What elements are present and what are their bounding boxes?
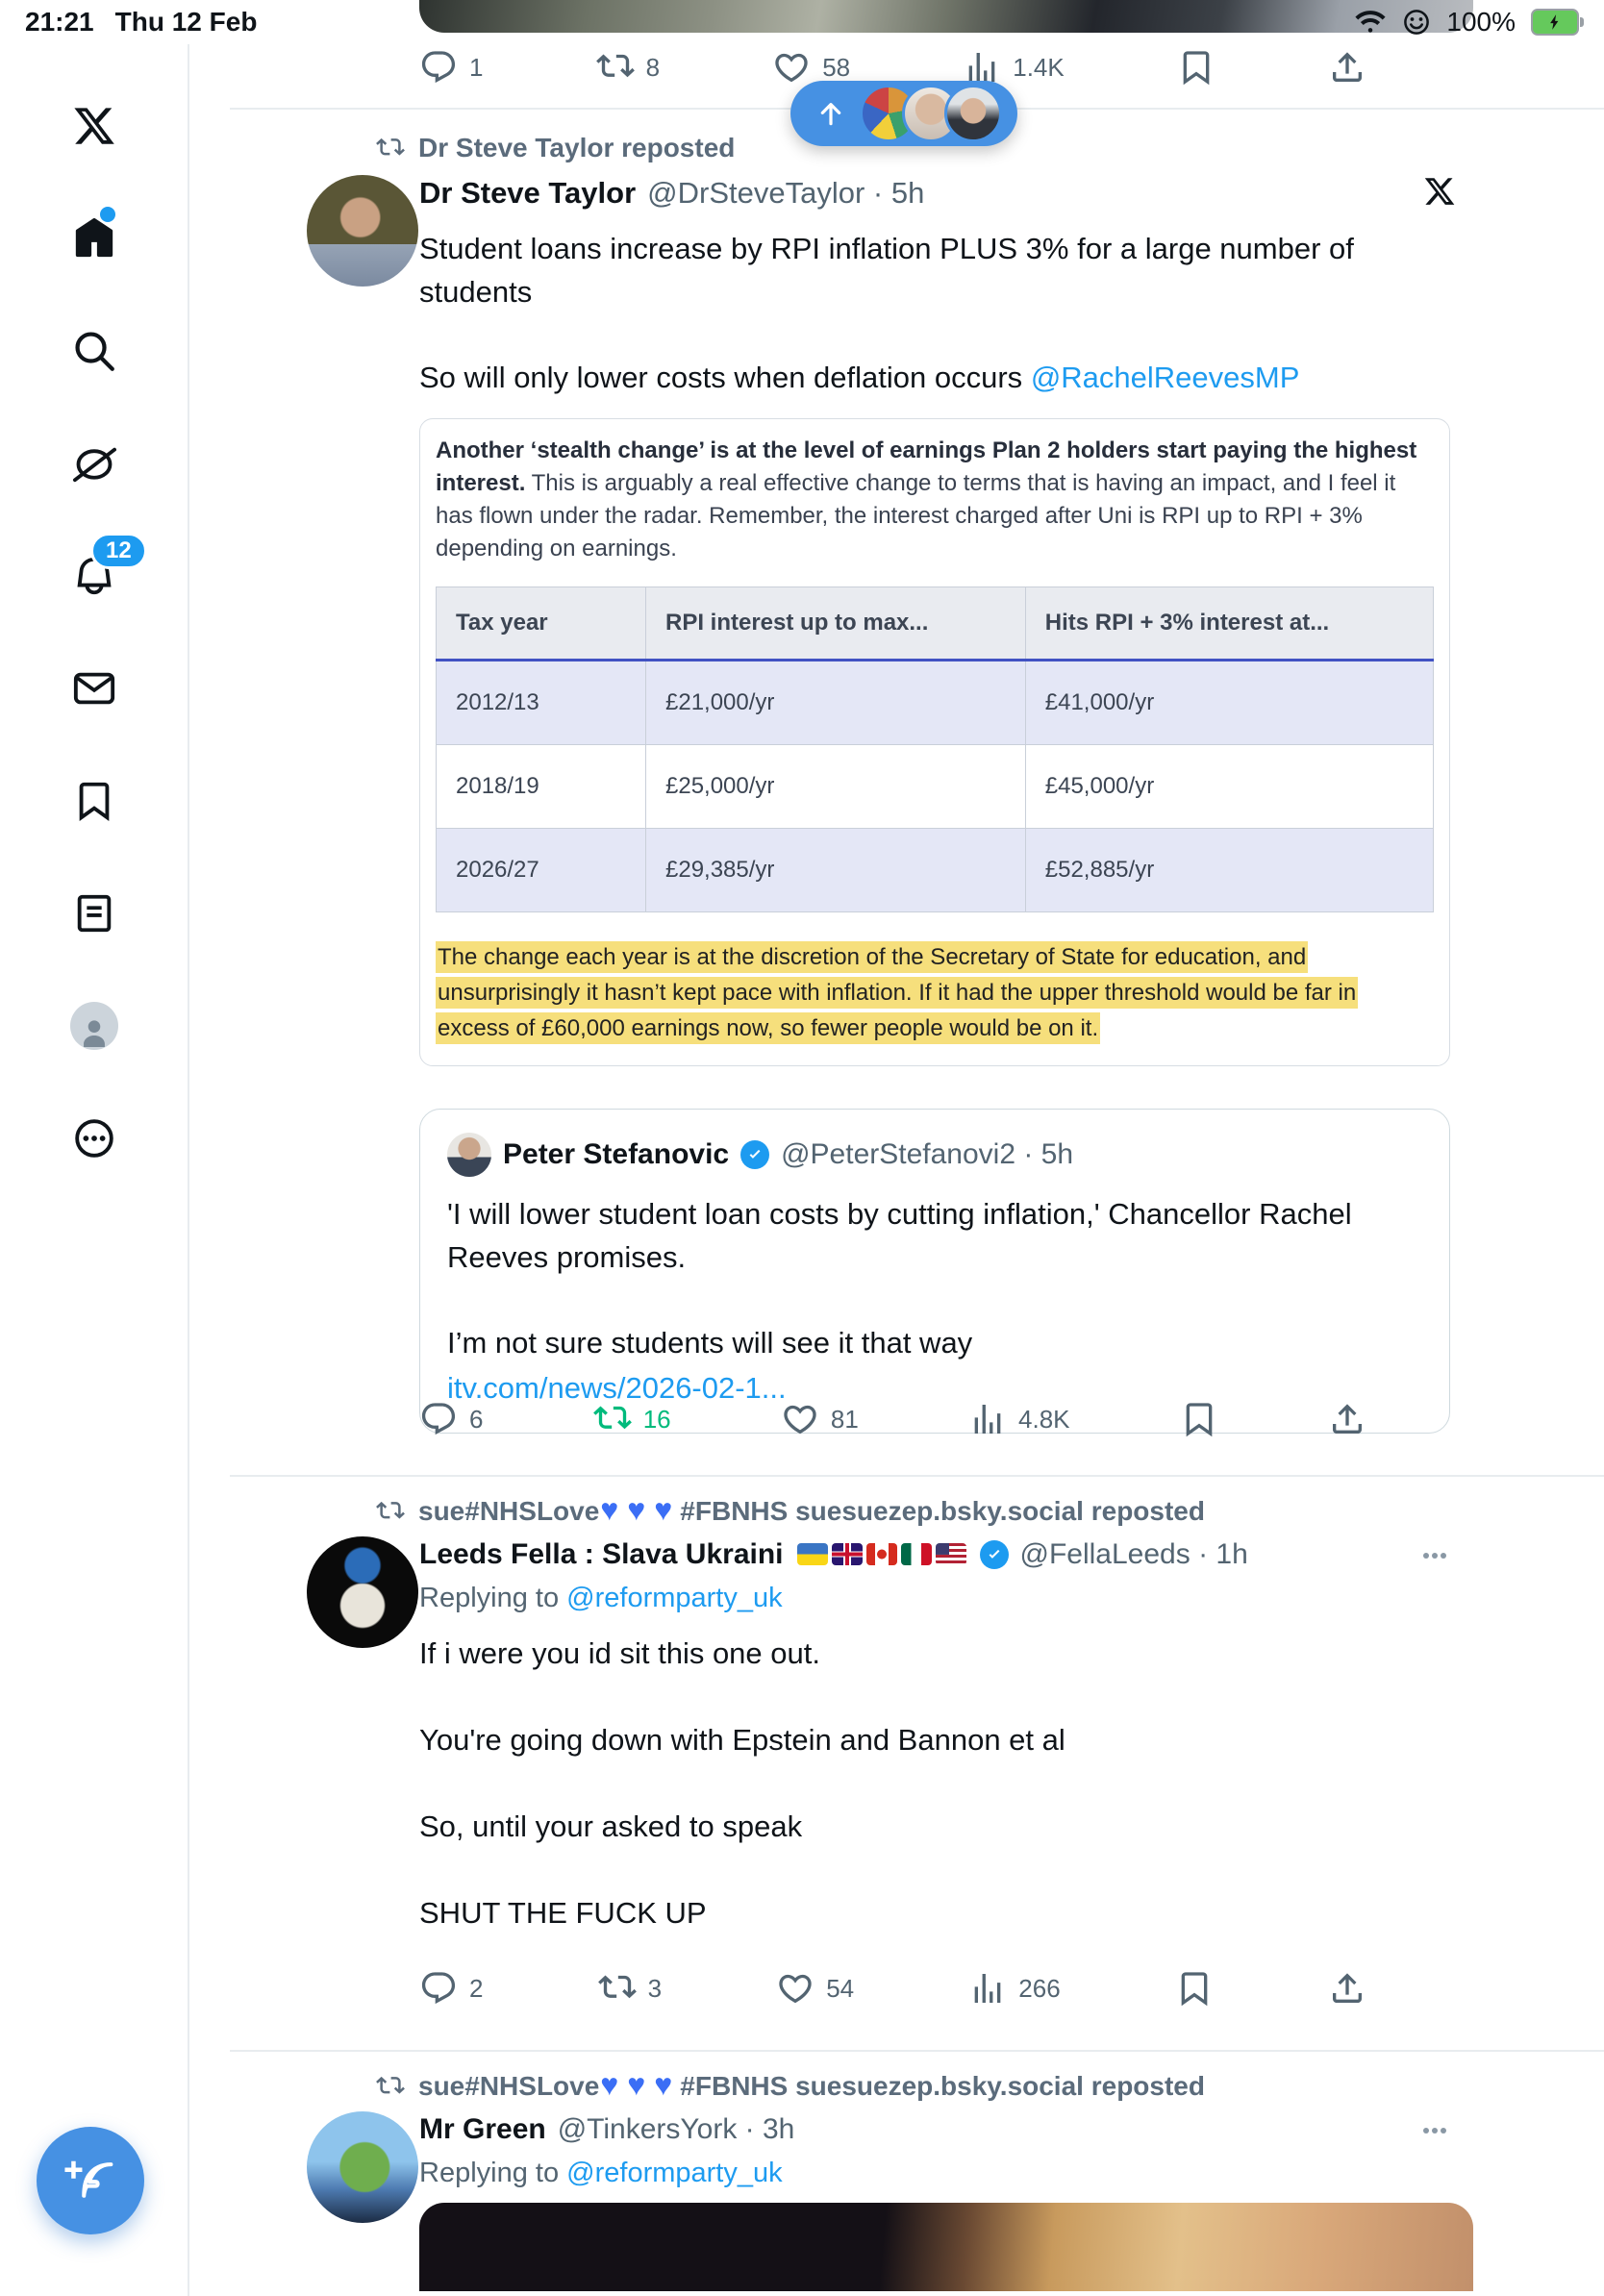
quoted-tweet[interactable] xyxy=(419,1109,1450,1434)
like-action[interactable] xyxy=(776,1969,854,2008)
new-posts-avatars xyxy=(860,85,1002,142)
battery-charging-icon xyxy=(1531,9,1579,36)
bookmark-action[interactable] xyxy=(1175,1969,1214,2008)
heart-icon xyxy=(776,1969,815,2008)
repost-icon xyxy=(376,134,405,162)
bookmark-icon xyxy=(1180,1400,1218,1438)
share-action[interactable] xyxy=(1328,1969,1366,2008)
reposted-by-label: Dr Steve Taylor reposted xyxy=(418,133,736,162)
tweet-text: SHUT THE FUCK UP xyxy=(419,1896,707,1930)
reposted-by-label: sue#NHSLove ♥ ♥ ♥ #FBNHS suesuezep.bsky.social reposted xyxy=(418,1496,1205,1527)
author-handle-time[interactable]: @TinkersYork · 3h xyxy=(557,2113,795,2145)
tweet xyxy=(419,1535,1473,1978)
verified-badge-icon xyxy=(740,1140,769,1169)
wifi-icon xyxy=(1354,6,1387,38)
tweet xyxy=(419,2109,1473,2291)
blue-heart-icon xyxy=(654,2075,679,2098)
x-logo-icon[interactable] xyxy=(1423,175,1456,208)
clock-date: Thu 12 Feb xyxy=(114,7,258,37)
more-circle-icon xyxy=(72,1116,116,1160)
share-action[interactable] xyxy=(1328,48,1366,87)
reply-icon xyxy=(419,1400,458,1438)
mention-link[interactable]: @reformparty_uk xyxy=(566,2158,783,2188)
repost-action[interactable] xyxy=(593,1400,671,1438)
heart-icon xyxy=(781,1400,819,1438)
uk-flag-icon xyxy=(832,1543,863,1565)
tweet-divider xyxy=(230,1475,1604,1477)
views-icon xyxy=(968,1400,1007,1438)
compose-button[interactable] xyxy=(37,2127,144,2234)
table-cell: £21,000/yr xyxy=(646,661,1026,745)
table-cell: 2018/19 xyxy=(437,745,646,829)
x-logo-icon xyxy=(72,104,116,148)
avatar[interactable] xyxy=(307,2111,418,2223)
reply-action[interactable] xyxy=(419,1969,483,2008)
tweet-text: Student loans increase by RPI inflation PLUS 3% for a large number of students xyxy=(419,232,1354,309)
scroll-to-top-pill[interactable] xyxy=(790,81,1017,146)
sidebar-item-messages[interactable] xyxy=(0,632,188,744)
more-options-icon[interactable] xyxy=(1417,2113,1452,2148)
blue-heart-icon xyxy=(600,2075,625,2098)
views-action[interactable] xyxy=(968,1400,1070,1438)
mention-link[interactable]: @RachelReevesMP xyxy=(1030,361,1300,394)
author-name[interactable]: Leeds Fella : Slava Ukraini xyxy=(419,1538,784,1570)
tweet-text: You're going down with Epstein and Bannon et al xyxy=(419,1723,1065,1757)
bookmark-icon xyxy=(1175,1969,1214,2008)
verified-badge-icon xyxy=(980,1540,1009,1569)
table-cell: 2012/13 xyxy=(437,661,646,745)
engagement-bar xyxy=(419,1392,1366,1446)
column-header: Tax year xyxy=(437,587,646,661)
author-handle-time[interactable]: @FellaLeeds · 1h xyxy=(1019,1538,1248,1570)
heart-icon xyxy=(772,48,811,87)
share-action[interactable] xyxy=(1328,1400,1366,1438)
repost-count: 3 xyxy=(647,1973,663,2003)
sidebar-item-profile[interactable] xyxy=(0,969,188,1082)
home-unread-dot xyxy=(100,207,115,222)
share-icon xyxy=(1328,1969,1366,2008)
sidebar-item-home[interactable] xyxy=(0,182,188,294)
profile-avatar-placeholder xyxy=(70,1002,118,1050)
sidebar-item-more[interactable] xyxy=(0,1082,188,1194)
sidebar-item-lists[interactable] xyxy=(0,857,188,969)
avatar[interactable] xyxy=(307,1536,418,1648)
table-cell: £41,000/yr xyxy=(1025,661,1433,745)
card-lead-bold: Another ‘stealth change’ is at the level of earnings Plan 2 holders start paying the highest interest. xyxy=(436,437,1417,496)
envelope-icon xyxy=(72,666,116,711)
table-header-row xyxy=(437,587,1434,661)
tweet-divider xyxy=(230,2050,1604,2052)
blue-heart-icon xyxy=(627,1500,652,1523)
repost-header[interactable] xyxy=(376,133,735,163)
reposted-by-label: sue#NHSLove ♥ ♥ ♥ #FBNHS suesuezep.bsky.social reposted xyxy=(418,2071,1205,2102)
views-icon xyxy=(968,1969,1007,2008)
bookmark-action[interactable] xyxy=(1177,48,1216,87)
reply-icon xyxy=(419,1969,458,2008)
like-action[interactable] xyxy=(781,1400,859,1438)
notifications-badge: 12 xyxy=(90,533,147,569)
views-count: 4.8K xyxy=(1018,1404,1070,1434)
tweet-text: If i were you id sit this one out. xyxy=(419,1636,820,1670)
sidebar-item-notifications[interactable] xyxy=(0,519,188,632)
engagement-bar xyxy=(419,1961,1366,2015)
highlighted-paragraph: The change each year is at the discretion of the Secretary of State for education, and unsurprisingly it hasn’t kept pace with inflation. If it had the upper threshold would be far in excess of £60,000 earnings now, so fewer people would be on it. xyxy=(436,939,1426,1046)
blue-heart-icon xyxy=(654,1500,679,1523)
table-row xyxy=(437,829,1434,912)
bookmark-action[interactable] xyxy=(1180,1400,1218,1438)
author-name: Peter Stefanovic xyxy=(503,1138,730,1170)
author-name[interactable]: Dr Steve Taylor xyxy=(419,176,637,210)
repost-icon xyxy=(598,1969,637,2008)
share-icon xyxy=(1328,1400,1366,1438)
search-icon xyxy=(72,329,116,373)
tweet-text: So, until your asked to speak xyxy=(419,1809,803,1843)
quoted-text: I’m not sure students will see it that way xyxy=(447,1326,973,1360)
repost-count: 16 xyxy=(642,1404,671,1434)
reply-icon xyxy=(419,48,458,87)
flag-icons xyxy=(795,1538,968,1571)
avatar xyxy=(944,85,1002,142)
repost-icon xyxy=(596,48,635,87)
blue-heart-icon xyxy=(600,1500,625,1523)
repost-icon xyxy=(376,2072,405,2101)
more-options-icon[interactable] xyxy=(1417,1538,1452,1573)
reply-action[interactable] xyxy=(419,48,483,87)
author-handle-time[interactable]: @DrSteveTaylor · 5h xyxy=(647,176,925,210)
sidebar xyxy=(0,44,189,2296)
mexico-flag-icon xyxy=(901,1543,932,1565)
replying-to: Replying to @reformparty_uk xyxy=(419,1583,783,1613)
timeline xyxy=(189,0,1604,2296)
emoji-face-icon xyxy=(1402,8,1431,37)
interest-table xyxy=(436,586,1434,912)
table-cell: £45,000/yr xyxy=(1025,745,1433,829)
table-cell: 2026/27 xyxy=(437,829,646,912)
reply-action[interactable] xyxy=(419,1400,483,1438)
share-icon xyxy=(1328,48,1366,87)
reply-count: 1 xyxy=(469,52,484,82)
sidebar-item-grok[interactable] xyxy=(0,407,188,519)
bookmark-icon xyxy=(1177,48,1216,87)
table-cell: £52,885/yr xyxy=(1025,829,1433,912)
tweet-photo[interactable] xyxy=(419,2203,1473,2291)
tweet xyxy=(419,173,1473,1434)
column-header: Hits RPI + 3% interest at... xyxy=(1025,587,1433,661)
avatar xyxy=(447,1133,491,1177)
person-icon xyxy=(77,1015,112,1050)
embedded-article-card[interactable] xyxy=(419,418,1450,1066)
mention-link[interactable]: @reformparty_uk xyxy=(566,1583,783,1613)
tweet-text: So will only lower costs when deflation occurs xyxy=(419,361,1023,394)
column-header: RPI interest up to max... xyxy=(646,587,1026,661)
reply-count: 2 xyxy=(469,1973,484,2003)
battery-percent: 100% xyxy=(1446,7,1516,37)
sidebar-item-bookmarks[interactable] xyxy=(0,744,188,857)
compose-feather-icon xyxy=(64,2155,116,2207)
like-count: 54 xyxy=(826,1973,855,2003)
usa-flag-icon xyxy=(936,1543,966,1565)
article-link[interactable]: itv.com/news/2026-02-1... xyxy=(447,1371,787,1405)
canada-flag-icon xyxy=(866,1543,897,1565)
table-row xyxy=(437,661,1434,745)
repost-action[interactable] xyxy=(596,48,660,87)
table-cell: £25,000/yr xyxy=(646,745,1026,829)
lists-icon xyxy=(72,891,116,936)
ukraine-flag-icon xyxy=(797,1543,828,1565)
card-lead-rest: This is arguably a real effective change to terms that is having an impact, and I feel it has flown under the radar. Remember, the interest charged after Uni is RPI up to RPI + 3% depending on earnings. xyxy=(436,470,1396,562)
up-arrow-icon xyxy=(815,98,846,129)
repost-action[interactable] xyxy=(598,1969,662,2008)
quoted-text: 'I will lower student loan costs by cutting inflation,' Chancellor Rachel Reeves promises. xyxy=(447,1197,1352,1274)
views-action[interactable] xyxy=(968,1969,1060,2008)
repost-header[interactable] xyxy=(376,1496,1205,1527)
clock-time: 21:21 xyxy=(25,7,94,37)
avatar[interactable] xyxy=(307,175,418,287)
views-count: 266 xyxy=(1018,1973,1061,2003)
home-icon xyxy=(72,216,116,261)
status-bar xyxy=(0,0,1604,44)
replying-to: Replying to @reformparty_uk xyxy=(419,2158,783,2188)
sidebar-item-search[interactable] xyxy=(0,294,188,407)
table-row xyxy=(437,745,1434,829)
repost-icon xyxy=(593,1400,632,1438)
grok-icon xyxy=(72,441,116,486)
like-count: 58 xyxy=(822,52,851,82)
author-name[interactable]: Mr Green xyxy=(419,2113,546,2145)
blue-heart-icon xyxy=(627,2075,652,2098)
views-count: 1.4K xyxy=(1013,52,1065,82)
repost-header[interactable] xyxy=(376,2071,1205,2102)
sidebar-x-logo[interactable] xyxy=(0,69,188,182)
like-count: 81 xyxy=(830,1404,859,1434)
reply-count: 6 xyxy=(469,1404,484,1434)
bookmark-icon xyxy=(72,779,116,823)
repost-count: 8 xyxy=(645,52,661,82)
repost-icon xyxy=(376,1497,405,1526)
author-handle-time: @PeterStefanovi2 · 5h xyxy=(781,1138,1074,1170)
table-cell: £29,385/yr xyxy=(646,829,1026,912)
